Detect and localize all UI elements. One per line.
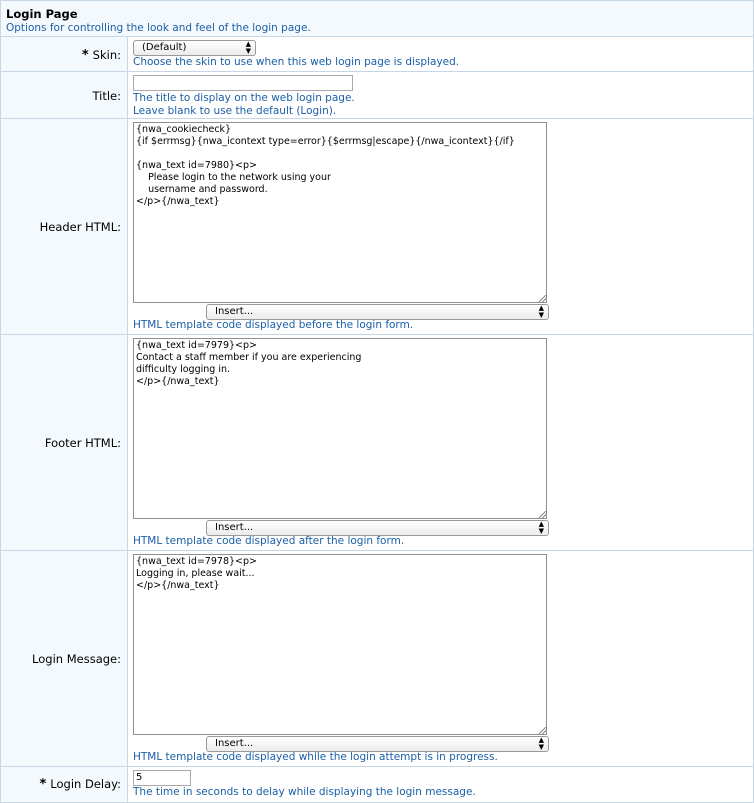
login-message-insert-select[interactable]: Insert... ▲ ▼ <box>206 736 549 752</box>
login-delay-label: * Login Delay: <box>39 777 121 792</box>
section-header <box>1 1 753 37</box>
footer-html-label: Footer HTML: <box>44 436 121 450</box>
resize-grip-icon[interactable] <box>539 511 546 518</box>
select-arrows-icon: ▲ ▼ <box>538 304 544 319</box>
title-input[interactable] <box>133 75 353 91</box>
skin-help: Choose the skin to use when this web login page is displayed. <box>133 56 460 68</box>
required-star-icon: * <box>81 48 89 63</box>
login-delay-help: The time in seconds to delay while displaying the login message. <box>133 786 476 798</box>
header-html-label: Header HTML: <box>39 220 121 234</box>
footer-html-row <box>1 335 753 551</box>
title-row <box>1 72 753 119</box>
header-html-textarea[interactable]: {nwa_cookiecheck} {if $errmsg}{nwa_icontext type=error}{$errmsg|escape}{/nwa_icontext}{/if} {nwa_text id=7980}<p> Please login to the network using your username and password. </p>{/nwa_text} <box>133 122 547 303</box>
login-message-row <box>1 551 753 767</box>
footer-insert-select[interactable]: Insert... ▲ ▼ <box>206 520 549 536</box>
title-help-2: Leave blank to use the default (Login). <box>133 105 337 117</box>
footer-html-help: HTML template code displayed after the login form. <box>133 535 405 547</box>
select-arrows-icon: ▲ ▼ <box>538 520 544 535</box>
skin-select[interactable]: (Default) ▲ ▼ <box>133 40 256 56</box>
required-star-icon: * <box>39 777 47 792</box>
resize-grip-icon[interactable] <box>539 295 546 302</box>
login-message-textarea[interactable]: {nwa_text id=7978}<p> Logging in, please wait... </p>{/nwa_text} <box>133 554 547 735</box>
footer-html-textarea[interactable]: {nwa_text id=7979}<p> Contact a staff member if you are experiencing difficulty logging in. </p>{/nwa_text} <box>133 338 547 519</box>
title-help-1: The title to display on the web login page. <box>133 92 355 104</box>
select-arrows-icon: ▲ ▼ <box>538 736 544 751</box>
header-html-help: HTML template code displayed before the login form. <box>133 319 414 331</box>
resize-grip-icon[interactable] <box>539 727 546 734</box>
login-message-label: Login Message: <box>32 652 121 666</box>
select-arrows-icon: ▲ ▼ <box>245 40 251 55</box>
skin-row <box>1 37 753 72</box>
login-message-help: HTML template code displayed while the login attempt is in progress. <box>133 751 498 763</box>
skin-label: * Skin: <box>81 48 121 63</box>
section-title: Login Page <box>6 7 78 21</box>
title-label: Title: <box>92 89 121 103</box>
section-subtitle: Options for controlling the look and feel of the login page. <box>6 22 311 34</box>
login-delay-row <box>1 767 753 802</box>
header-html-row <box>1 119 753 335</box>
header-insert-select[interactable]: Insert... ▲ ▼ <box>206 304 549 320</box>
login-delay-input[interactable]: 5 <box>133 770 191 786</box>
